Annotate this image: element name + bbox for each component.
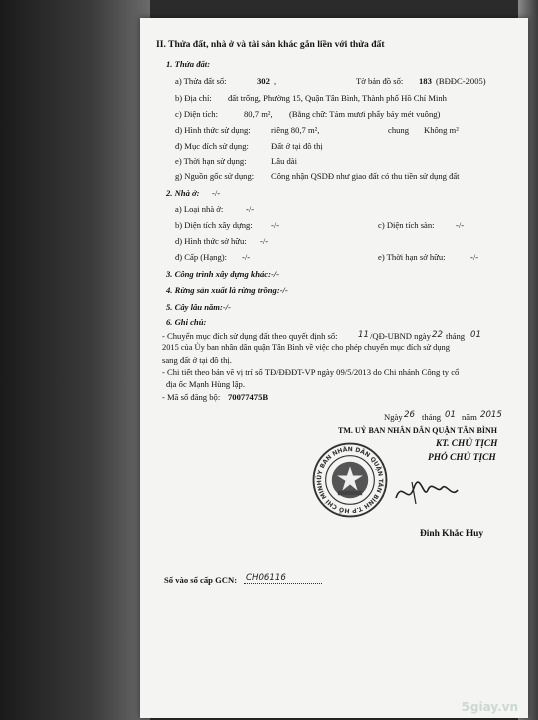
note-line-5: địa ốc Mạnh Hùng lập. — [166, 379, 245, 389]
address-value: đất trống, Phường 15, Quận Tân Bình, Thành phố Hồ Chí Minh — [228, 93, 447, 103]
note-line-3: sang đất ở tại đô thị. — [162, 355, 232, 365]
certificate-label: Số vào sổ cấp GCN: — [164, 575, 238, 585]
house-heading-value: -/- — [212, 188, 221, 198]
house-type-value: -/- — [246, 204, 255, 214]
note-line-2: 2015 của Ủy ban nhân dân quận Tân Bình về việc cho phép chuyển mục đích sử dụng — [162, 343, 450, 352]
signoff-title-2: PHÓ CHỦ TỊCH — [428, 453, 496, 463]
note-hw-month: 01 — [470, 330, 481, 340]
signoff-org: TM. UỶ BAN NHÂN DÂN QUẬN TÂN BÌNH — [338, 426, 497, 435]
date-month-word: tháng — [422, 412, 442, 422]
map-value: 183 — [419, 76, 432, 86]
area-words: (Bằng chữ: Tám mươi phẩy bảy mét vuông) — [289, 109, 441, 119]
parcel-label: a) Thửa đất số: — [175, 76, 227, 86]
area-value: 80,7 m², — [244, 109, 273, 119]
signature — [392, 470, 462, 510]
term-value: Lâu dài — [271, 156, 298, 166]
date-hw-day: 26 — [404, 410, 415, 420]
signer-name: Đinh Khắc Huy — [420, 529, 484, 539]
origin-value: Công nhận QSDĐ như giao đất có thu tiền sử dụng đất — [271, 171, 460, 181]
certificate-dotted-line — [244, 583, 322, 584]
shared-label: chung — [388, 125, 410, 135]
map-label: Tờ bản đồ số: — [356, 76, 404, 86]
house-heading: 2. Nhà ở: — [166, 188, 200, 198]
note-hw-day: 22 — [432, 330, 443, 340]
signoff-title-1: KT. CHỦ TỊCH — [436, 439, 498, 449]
photo-background-left — [0, 0, 150, 720]
grade-value: -/- — [242, 252, 251, 262]
ownership-value: -/- — [260, 236, 269, 246]
note-line-1a: - Chuyển mục đích sử dụng đất theo quyết định số: — [162, 331, 338, 341]
forest-line: 4. Rừng sản xuất là rừng trồng:-/- — [166, 285, 288, 295]
floor-area-value: -/- — [456, 220, 465, 230]
note-line-1c: tháng — [446, 331, 466, 341]
use-form-value: riêng 80,7 m², — [271, 125, 320, 135]
date-prefix: Ngày — [384, 412, 403, 422]
note-line-4: - Chi tiết theo bản vẽ vị trí số TĐ/ĐĐĐT-VP ngày 09/5/2013 do Chi nhánh Công ty cổ — [162, 367, 460, 377]
house-term-value: -/- — [470, 252, 479, 262]
registry-code: 70077475B — [228, 392, 269, 402]
date-hw-year: 2015 — [480, 410, 502, 420]
land-certificate-page: II. Thửa đất, nhà ở và tài sản khác gắn liền với thửa đất 1. Thửa đất: a) Thửa đất số: 302 , Tờ bản đồ số: 183 (BĐĐC-2005) b) Địa chỉ: đất trống, Phường 15, Quận Tân Bình, Thành phố Hồ Chí Minh c) Diện tích: 80,7 m², (Bằng chữ: Tám mươi phẩy bảy mét vuông) d) Hình thức sử dụng: riêng 80,7 m², chung Không m² đ) Mục đích sử dụng: Đất ở tại đô thị e) Thời hạn sử dụng: Lâu dài g) Nguồn gốc sử dụng: Công nhận QSDĐ như giao đất có thu tiền sử dụng đất 2. Nhà ở: -/- a) Loại nhà ở: -/- b) Diện tích xây dựng: -/- c) Diện tích sàn: -/- d) Hình thức sở hữu: -/- đ) Cấp (Hạng): -/- e) Thời hạn sở hữu: -/- 3. Công trình xây dựng khác:-/- 4. Rừng sản xuất là rừng trồng:-/- 5. Cây lâu năm:-/- 6. Ghi chú: - Chuyển mục đích sử dụng đất theo quyết định số: 11 /QĐ-UBND ngày 22 tháng 01 2015 của Ủy ban nhân dân quận Tân Bình về việc cho phép chuyển mục đích sử dụng sang đất ở tại đô thị. - Chi tiết theo bản vẽ vị trí số TĐ/ĐĐĐT-VP ngày 09/5/2013 do Chi nhánh Công ty cổ địa ốc Mạnh Hùng lập. - Mã số đăng bộ: 70077475B Ngày 26 tháng 01 năm 2015 TM. UỶ BAN NHÂN DÂN QUẬN TÂN BÌNH KT. CHỦ TỊCH PHÓ CHỦ TỊCH ỦY BAN NHÂN DÂN QUẬN TÂN BÌNH T.P HỒ CHÍ MINH Đinh Khắc Huy Số vào sổ cấp GCN: CH06116 — [140, 18, 528, 718]
house-term-label: e) Thời hạn sở hữu: — [378, 252, 446, 262]
use-form-label: d) Hình thức sử dụng: — [175, 125, 251, 135]
perennial-line: 5. Cây lâu năm:-/- — [166, 302, 231, 312]
note-line-6a: - Mã số đăng bộ: — [162, 392, 221, 402]
built-area-label: b) Diện tích xây dựng: — [175, 220, 253, 230]
grade-label: đ) Cấp (Hạng): — [175, 252, 228, 262]
ownership-label: d) Hình thức sở hữu: — [175, 236, 247, 246]
site-watermark: 5giay.vn — [461, 700, 518, 714]
area-label: c) Diện tích: — [175, 109, 218, 119]
land-heading: 1. Thửa đất: — [166, 59, 211, 69]
purpose-label: đ) Mục đích sử dụng: — [175, 141, 249, 151]
date-hw-month: 01 — [445, 410, 456, 420]
red-seal-stamp — [312, 442, 388, 518]
parcel-value: 302 — [257, 76, 270, 86]
map-note: (BĐĐC-2005) — [436, 76, 486, 86]
note-hw-decision-no: 11 — [358, 330, 369, 340]
address-label: b) Địa chỉ: — [175, 93, 212, 103]
shared-value: Không m² — [424, 125, 459, 135]
construction-line: 3. Công trình xây dựng khác:-/- — [166, 269, 280, 279]
seal-text: ỦY BAN NHÂN DÂN QUẬN TÂN BÌNH T.P HỒ CHÍ MINH — [316, 446, 384, 514]
notes-heading: 6. Ghi chú: — [166, 317, 207, 327]
floor-area-label: c) Diện tích sàn: — [378, 220, 435, 230]
note-line-1b: /QĐ-UBND ngày — [370, 331, 431, 341]
house-type-label: a) Loại nhà ở: — [175, 204, 224, 214]
term-label: e) Thời hạn sử dụng: — [175, 156, 247, 166]
origin-label: g) Nguồn gốc sử dụng: — [175, 171, 255, 181]
certificate-hw-value: CH06116 — [246, 573, 286, 583]
date-year-word: năm — [462, 412, 477, 422]
purpose-value: Đất ở tại đô thị — [271, 141, 323, 151]
section-title: II. Thửa đất, nhà ở và tài sản khác gắn liền với thửa đất — [156, 39, 385, 50]
built-area-value: -/- — [271, 220, 280, 230]
